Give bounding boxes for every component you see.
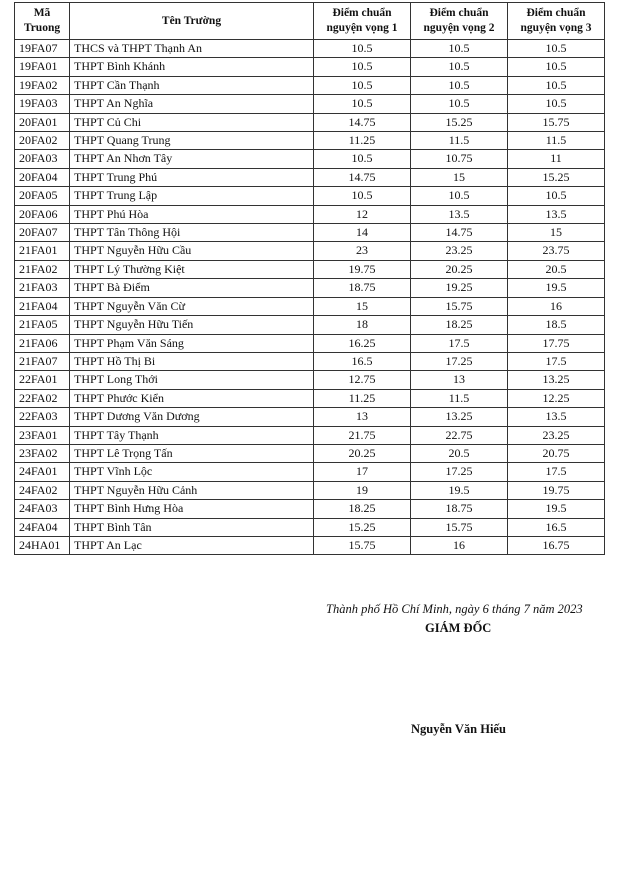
score-3-cell: 10.5 <box>508 76 605 94</box>
table-row <box>15 187 605 205</box>
school-name-cell: THPT An Nghĩa <box>70 95 314 113</box>
table-row <box>15 481 605 499</box>
place-date: Thành phố Hồ Chí Minh, ngày 6 tháng 7 năm 2023 <box>326 602 583 616</box>
school-code-cell: 21FA07 <box>15 352 70 370</box>
score-3-cell: 10.5 <box>508 95 605 113</box>
score-1-cell: 11.25 <box>314 389 411 407</box>
header-score1-line2: nguyện vọng 1 <box>326 22 398 34</box>
school-code-cell: 19FA02 <box>15 76 70 94</box>
score-1-cell: 15 <box>314 297 411 315</box>
score-2-cell: 19.25 <box>411 279 508 297</box>
score-2-cell: 10.5 <box>411 40 508 58</box>
school-name-cell: THPT Trung Lập <box>70 187 314 205</box>
score-1-cell: 18.75 <box>314 279 411 297</box>
score-2-cell: 10.5 <box>411 76 508 94</box>
score-2-cell: 13.5 <box>411 205 508 223</box>
school-name-cell: THPT Lê Trọng Tấn <box>70 444 314 462</box>
score-3-cell: 11.5 <box>508 132 605 150</box>
score-2-cell: 13.25 <box>411 408 508 426</box>
score-2-cell: 19.5 <box>411 481 508 499</box>
header-school-name: Tên Trường <box>70 3 314 40</box>
school-name-cell: THPT Nguyễn Hữu Cầu <box>70 242 314 260</box>
school-code-cell: 24FA03 <box>15 500 70 518</box>
table-row <box>15 536 605 554</box>
score-1-cell: 10.5 <box>314 58 411 76</box>
school-code-cell: 20FA01 <box>15 113 70 131</box>
score-2-cell: 11.5 <box>411 389 508 407</box>
table-row <box>15 463 605 481</box>
table-row <box>15 40 605 58</box>
school-code-cell: 20FA03 <box>15 150 70 168</box>
school-name-cell: THPT Phú Hòa <box>70 205 314 223</box>
score-1-cell: 14.75 <box>314 168 411 186</box>
school-code-cell: 24FA04 <box>15 518 70 536</box>
score-2-cell: 10.5 <box>411 95 508 113</box>
school-name-cell: THPT Cần Thạnh <box>70 76 314 94</box>
school-name-cell: THPT Phạm Văn Sáng <box>70 334 314 352</box>
score-3-cell: 17.5 <box>508 352 605 370</box>
score-table <box>14 2 605 555</box>
header-score-1 <box>314 3 411 40</box>
table-row <box>15 518 605 536</box>
score-3-cell: 15 <box>508 224 605 242</box>
score-1-cell: 10.5 <box>314 95 411 113</box>
score-3-cell: 19.5 <box>508 500 605 518</box>
score-3-cell: 13.5 <box>508 205 605 223</box>
score-1-cell: 10.5 <box>314 76 411 94</box>
school-name-cell: THPT Bà Điểm <box>70 279 314 297</box>
score-2-cell: 15.75 <box>411 297 508 315</box>
school-code-cell: 24HA01 <box>15 536 70 554</box>
score-2-cell: 17.25 <box>411 352 508 370</box>
school-code-cell: 24FA01 <box>15 463 70 481</box>
score-3-cell: 10.5 <box>508 58 605 76</box>
score-2-cell: 13 <box>411 371 508 389</box>
score-3-cell: 10.5 <box>508 40 605 58</box>
score-2-cell: 18.25 <box>411 316 508 334</box>
score-1-cell: 12 <box>314 205 411 223</box>
score-1-cell: 21.75 <box>314 426 411 444</box>
school-name-cell: THPT Bình Tân <box>70 518 314 536</box>
score-1-cell: 11.25 <box>314 132 411 150</box>
score-1-cell: 20.25 <box>314 444 411 462</box>
school-code-cell: 20FA05 <box>15 187 70 205</box>
header-score2-line2: nguyện vọng 2 <box>423 22 495 34</box>
table-header <box>15 3 605 40</box>
score-3-cell: 16.75 <box>508 536 605 554</box>
header-score3-line1: Điểm chuẩn <box>526 7 586 19</box>
table-row <box>15 444 605 462</box>
score-3-cell: 16 <box>508 297 605 315</box>
score-3-cell: 20.75 <box>508 444 605 462</box>
table-row <box>15 260 605 278</box>
score-1-cell: 12.75 <box>314 371 411 389</box>
school-code-cell: 20FA07 <box>15 224 70 242</box>
score-2-cell: 10.75 <box>411 150 508 168</box>
score-3-cell: 19.5 <box>508 279 605 297</box>
school-code-cell: 19FA01 <box>15 58 70 76</box>
score-1-cell: 15.75 <box>314 536 411 554</box>
score-3-cell: 23.75 <box>508 242 605 260</box>
school-code-cell: 21FA04 <box>15 297 70 315</box>
school-code-cell: 22FA02 <box>15 389 70 407</box>
score-3-cell: 13.25 <box>508 371 605 389</box>
score-1-cell: 10.5 <box>314 150 411 168</box>
director-title: GIÁM ĐỐC <box>425 621 492 635</box>
header-score-3 <box>508 3 605 40</box>
score-2-cell: 17.25 <box>411 463 508 481</box>
score-3-cell: 15.25 <box>508 168 605 186</box>
table-row <box>15 58 605 76</box>
table-row <box>15 242 605 260</box>
score-1-cell: 18 <box>314 316 411 334</box>
score-2-cell: 18.75 <box>411 500 508 518</box>
school-name-cell: THPT Dương Văn Dương <box>70 408 314 426</box>
school-code-cell: 21FA03 <box>15 279 70 297</box>
score-1-cell: 19.75 <box>314 260 411 278</box>
header-score-2 <box>411 3 508 40</box>
table-row <box>15 408 605 426</box>
school-name-cell: THPT Hồ Thị Bi <box>70 352 314 370</box>
table-row <box>15 279 605 297</box>
score-3-cell: 16.5 <box>508 518 605 536</box>
score-2-cell: 16 <box>411 536 508 554</box>
table-row <box>15 168 605 186</box>
score-1-cell: 19 <box>314 481 411 499</box>
score-2-cell: 22.75 <box>411 426 508 444</box>
school-code-cell: 22FA03 <box>15 408 70 426</box>
score-3-cell: 20.5 <box>508 260 605 278</box>
score-1-cell: 10.5 <box>314 40 411 58</box>
school-name-cell: THPT Tây Thạnh <box>70 426 314 444</box>
score-1-cell: 14 <box>314 224 411 242</box>
school-name-cell: THCS và THPT Thạnh An <box>70 40 314 58</box>
score-3-cell: 17.75 <box>508 334 605 352</box>
header-score2-line1: Điểm chuẩn <box>429 7 489 19</box>
school-name-cell: THPT Long Thới <box>70 371 314 389</box>
score-2-cell: 15 <box>411 168 508 186</box>
score-3-cell: 11 <box>508 150 605 168</box>
school-name-cell: THPT An Nhơn Tây <box>70 150 314 168</box>
table-row <box>15 224 605 242</box>
header-score3-line2: nguyện vọng 3 <box>520 22 592 34</box>
school-name-cell: THPT Nguyễn Văn Cừ <box>70 297 314 315</box>
score-2-cell: 10.5 <box>411 58 508 76</box>
score-1-cell: 18.25 <box>314 500 411 518</box>
school-name-cell: THPT Quang Trung <box>70 132 314 150</box>
school-code-cell: 19FA03 <box>15 95 70 113</box>
score-1-cell: 15.25 <box>314 518 411 536</box>
school-code-cell: 20FA06 <box>15 205 70 223</box>
school-name-cell: THPT Bình Khánh <box>70 58 314 76</box>
school-code-cell: 21FA02 <box>15 260 70 278</box>
table-row <box>15 426 605 444</box>
school-code-cell: 22FA01 <box>15 371 70 389</box>
school-code-cell: 21FA01 <box>15 242 70 260</box>
table-row <box>15 500 605 518</box>
score-2-cell: 15.75 <box>411 518 508 536</box>
score-1-cell: 23 <box>314 242 411 260</box>
score-3-cell: 12.25 <box>508 389 605 407</box>
header-code-line1: Mã <box>33 7 51 19</box>
school-name-cell: THPT Lý Thường Kiệt <box>70 260 314 278</box>
table-row <box>15 95 605 113</box>
table-row <box>15 352 605 370</box>
score-1-cell: 16.5 <box>314 352 411 370</box>
table-row <box>15 389 605 407</box>
director-name: Nguyễn Văn Hiếu <box>411 722 506 736</box>
table-row <box>15 205 605 223</box>
score-3-cell: 17.5 <box>508 463 605 481</box>
header-school-code <box>15 3 70 40</box>
header-score1-line1: Điểm chuẩn <box>332 7 392 19</box>
table-row <box>15 76 605 94</box>
school-name-cell: THPT Bình Hưng Hòa <box>70 500 314 518</box>
table-row <box>15 297 605 315</box>
score-3-cell: 15.75 <box>508 113 605 131</box>
score-3-cell: 23.25 <box>508 426 605 444</box>
score-1-cell: 17 <box>314 463 411 481</box>
table-row <box>15 371 605 389</box>
school-code-cell: 20FA04 <box>15 168 70 186</box>
score-2-cell: 11.5 <box>411 132 508 150</box>
score-2-cell: 10.5 <box>411 187 508 205</box>
school-name-cell: THPT Phước Kiển <box>70 389 314 407</box>
school-name-cell: THPT Củ Chi <box>70 113 314 131</box>
score-2-cell: 14.75 <box>411 224 508 242</box>
score-3-cell: 10.5 <box>508 187 605 205</box>
school-name-cell: THPT Tân Thông Hội <box>70 224 314 242</box>
school-code-cell: 23FA01 <box>15 426 70 444</box>
table-row <box>15 334 605 352</box>
school-code-cell: 20FA02 <box>15 132 70 150</box>
score-1-cell: 16.25 <box>314 334 411 352</box>
school-name-cell: THPT An Lạc <box>70 536 314 554</box>
school-code-cell: 21FA06 <box>15 334 70 352</box>
school-name-cell: THPT Nguyễn Hữu Cảnh <box>70 481 314 499</box>
table-row <box>15 316 605 334</box>
school-code-cell: 23FA02 <box>15 444 70 462</box>
score-1-cell: 13 <box>314 408 411 426</box>
school-code-cell: 19FA07 <box>15 40 70 58</box>
score-2-cell: 15.25 <box>411 113 508 131</box>
table-body <box>15 40 605 555</box>
table-row <box>15 150 605 168</box>
header-row <box>15 3 605 40</box>
score-2-cell: 17.5 <box>411 334 508 352</box>
table-row <box>15 113 605 131</box>
score-2-cell: 20.5 <box>411 444 508 462</box>
school-name-cell: THPT Trung Phú <box>70 168 314 186</box>
header-code-line2: Truong <box>23 22 61 34</box>
score-1-cell: 14.75 <box>314 113 411 131</box>
school-name-cell: THPT Nguyễn Hữu Tiến <box>70 316 314 334</box>
score-1-cell: 10.5 <box>314 187 411 205</box>
school-code-cell: 24FA02 <box>15 481 70 499</box>
table-row <box>15 132 605 150</box>
score-3-cell: 18.5 <box>508 316 605 334</box>
score-3-cell: 13.5 <box>508 408 605 426</box>
score-2-cell: 20.25 <box>411 260 508 278</box>
school-name-cell: THPT Vĩnh Lộc <box>70 463 314 481</box>
score-2-cell: 23.25 <box>411 242 508 260</box>
score-3-cell: 19.75 <box>508 481 605 499</box>
school-code-cell: 21FA05 <box>15 316 70 334</box>
